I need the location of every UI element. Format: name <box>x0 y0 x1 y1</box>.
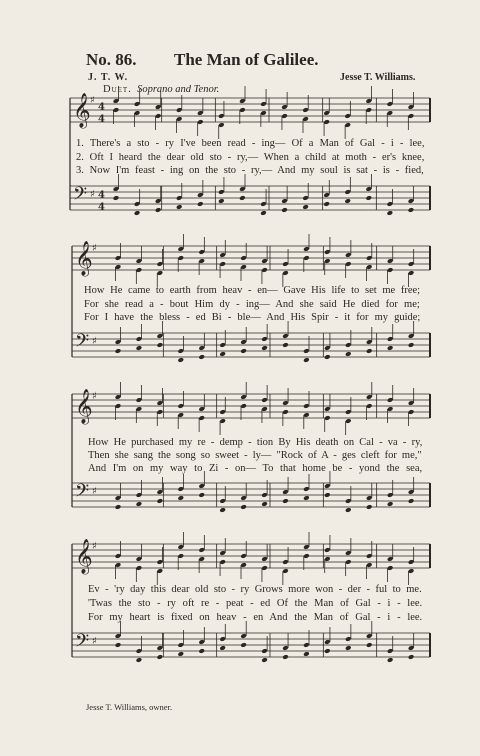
lyric-line-s1-v3: 3. Now I'm feast - ing on the sto - ry,— And my soul is sat - is - fied, <box>76 165 424 176</box>
note-head <box>303 495 310 501</box>
note-head <box>219 351 226 357</box>
note-head <box>408 207 415 213</box>
lyric-line-s1-v1: 1. There's a sto - ry I've been read - ing— Of a Man of Gal - i - lee, <box>76 138 425 149</box>
note-head <box>198 648 205 654</box>
note-head <box>218 198 225 204</box>
note-head <box>219 645 226 651</box>
note-head <box>345 645 352 651</box>
lyric-line-s2-v3: For I have the bless - ed Bi - ble— And His Spir - it for my guide; <box>84 312 421 323</box>
duet-label: Duet. <box>103 84 132 95</box>
note-head <box>177 495 184 501</box>
key-signature-sharp: ♯ <box>90 95 95 106</box>
note-head <box>387 657 394 663</box>
lyric-line-s3-v3: And I'm on my way to Zi - on— To that home be - yond the sea, <box>88 463 423 474</box>
bass-clef: 𝄢 <box>73 184 88 209</box>
note-head <box>177 357 184 363</box>
note-head <box>302 204 309 210</box>
note-head <box>240 642 247 648</box>
lyric-line-s4-v1: Ev - 'ry day this dear old sto - ry Grows more won - der - ful to me. <box>88 584 422 595</box>
bass-clef: 𝄢 <box>75 481 90 506</box>
note-head <box>113 195 120 201</box>
note-head <box>366 348 373 354</box>
note-head <box>260 210 267 216</box>
lyric-line-s4-v3: For my heart is fixed on heav - en And the Man of Gal - i - lee. <box>88 612 423 623</box>
note-head <box>387 345 394 351</box>
key-signature-sharp: ♯ <box>92 486 97 497</box>
note-head <box>136 501 143 507</box>
note-head <box>366 504 373 510</box>
key-signature-sharp: ♯ <box>90 189 95 200</box>
note-head <box>303 357 310 363</box>
note-head <box>157 342 164 348</box>
note-head <box>324 648 331 654</box>
note-head <box>345 507 352 513</box>
note-head <box>324 492 331 498</box>
note-head <box>136 657 143 663</box>
note-head <box>176 204 183 210</box>
hymn-number: No. 86. <box>86 50 137 69</box>
note-head <box>303 651 310 657</box>
note-head <box>282 342 289 348</box>
note-head <box>115 348 122 354</box>
lyric-line-s1-v2: 2. Oft I heard the dear old sto - ry,— When a child at moth - er's knee, <box>76 152 425 163</box>
note-head <box>219 507 226 513</box>
note-head <box>197 201 204 207</box>
hymn-title: The Man of Galilee. <box>174 50 319 69</box>
note-head <box>365 195 372 201</box>
note-head <box>157 654 164 660</box>
bass-clef: 𝄢 <box>75 331 90 356</box>
note-head <box>115 642 122 648</box>
lyric-line-s4-v2: 'Twas the sto - ry oft re - peat - ed Of the Man of Gal - i - lee. <box>88 598 423 609</box>
note-head <box>261 501 268 507</box>
note-head <box>198 492 205 498</box>
treble-clef: 𝄞 <box>75 389 93 424</box>
note-head <box>157 498 164 504</box>
note-head <box>240 504 247 510</box>
note-head <box>387 210 394 216</box>
key-signature-sharp: ♯ <box>92 636 97 647</box>
time-signature: 4 <box>98 114 105 125</box>
note-head <box>136 345 143 351</box>
treble-clef: 𝄞 <box>75 241 93 276</box>
note-head <box>177 651 184 657</box>
key-signature-sharp: ♯ <box>92 391 97 402</box>
composer-credit: Jesse T. Williams. <box>340 72 416 83</box>
lyric-line-s3-v2: Then she sang the song so sweet - ly— "Rock of A - ges cleft for me," <box>88 450 422 461</box>
key-signature-sharp: ♯ <box>92 541 97 552</box>
lyric-line-s2-v1: How He came to earth from heav - en— Gave His life to set me free; <box>84 285 421 296</box>
note-head <box>134 210 141 216</box>
note-head <box>366 642 373 648</box>
note-head <box>155 207 162 213</box>
time-signature: 4 <box>98 190 105 201</box>
note-head <box>387 501 394 507</box>
note-head <box>408 342 415 348</box>
note-head <box>261 657 268 663</box>
note-head <box>408 498 415 504</box>
note-head <box>344 198 351 204</box>
note-head <box>345 351 352 357</box>
bass-clef: 𝄢 <box>75 631 90 656</box>
copyright-owner: Jesse T. Williams, owner. <box>86 702 173 712</box>
treble-clef: 𝄞 <box>73 93 91 128</box>
note-head <box>239 195 246 201</box>
note-head <box>282 498 289 504</box>
note-head <box>324 354 331 360</box>
key-signature-sharp: ♯ <box>92 243 97 254</box>
lyricist-credit: J. T. W. <box>88 72 129 83</box>
treble-clef: 𝄞 <box>75 539 93 574</box>
note-head <box>115 504 122 510</box>
voicing-parts: Soprano and Tenor. <box>137 84 220 95</box>
lyric-line-s2-v2: For she read a - bout Him dy - ing— And she said He died for me; <box>84 299 420 310</box>
time-signature: 4 <box>98 202 105 213</box>
note-head <box>240 348 247 354</box>
note-head <box>323 201 330 207</box>
time-signature: 4 <box>98 102 105 113</box>
note-head <box>408 654 415 660</box>
note-head <box>198 354 205 360</box>
note-head <box>261 345 268 351</box>
note-head <box>282 654 289 660</box>
key-signature-sharp: ♯ <box>92 336 97 347</box>
lyric-line-s3-v1: How He purchased my re - demp - tion By His death on Cal - va - ry, <box>88 437 423 448</box>
voicing-marking <box>103 84 219 95</box>
note-head <box>281 207 288 213</box>
